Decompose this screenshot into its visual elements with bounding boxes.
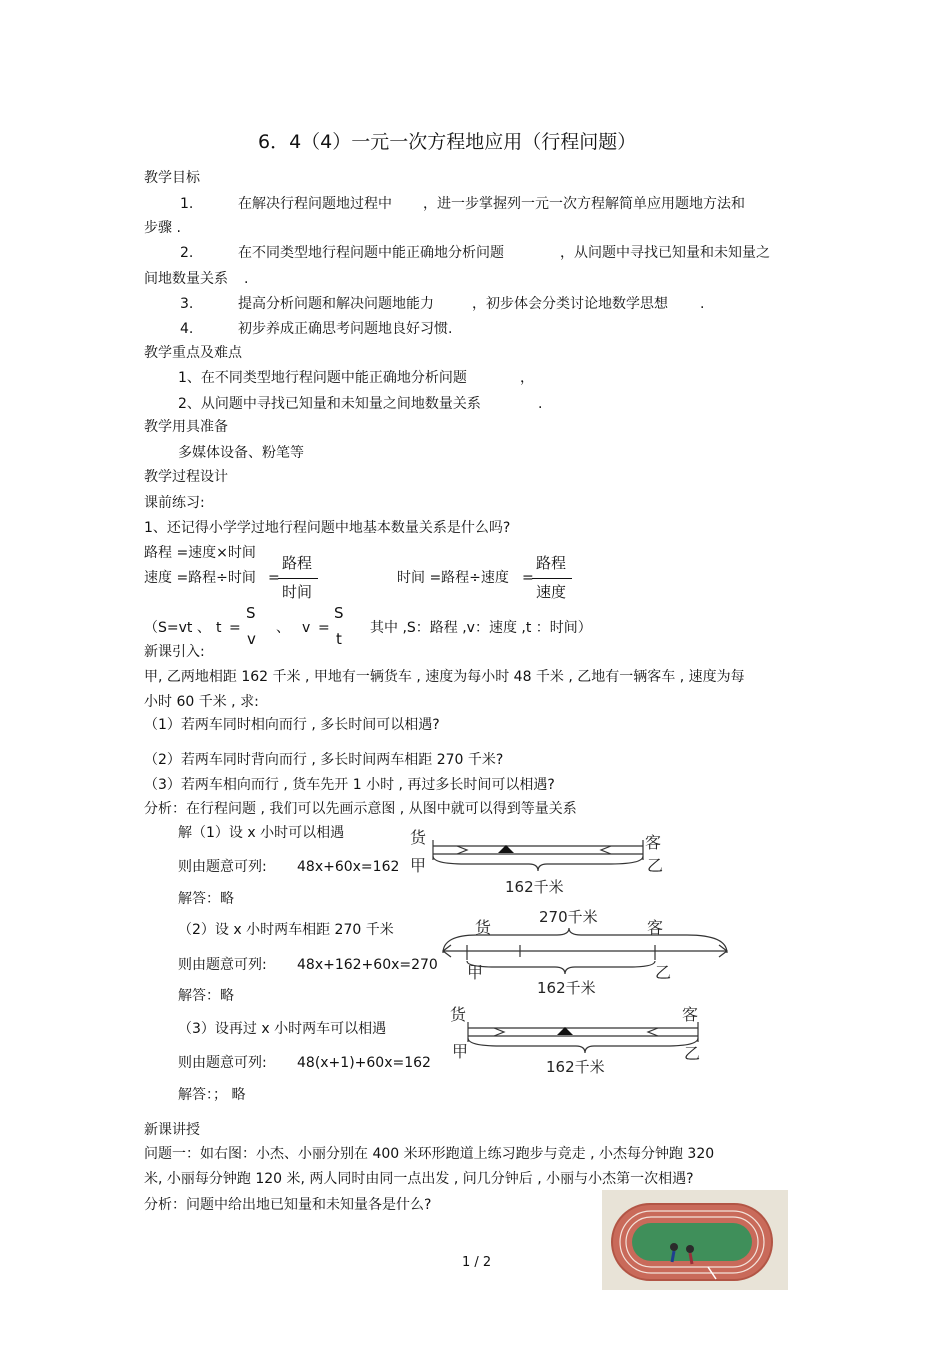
goal-2-num: 2. xyxy=(180,245,194,261)
keypoint-2-end: . xyxy=(538,396,543,412)
arrow-right-icon xyxy=(457,846,467,854)
walker-icon xyxy=(690,1253,692,1264)
fraction-bar xyxy=(278,578,318,579)
intro-analysis: 分析：在行程问题 , 我们可以先画示意图 , 从图中就可以得到等量关系 xyxy=(144,801,577,817)
goal-2-text: 在不同类型地行程问题中能正确地分析问题 xyxy=(238,245,504,261)
solution-1-equation: 48x+60x=162 xyxy=(297,859,400,875)
solution-3-setup: （3）设再过 x 小时两车可以相遇 xyxy=(178,1021,387,1037)
goal-3-num: 3. xyxy=(180,296,194,312)
fraction-denominator: t xyxy=(336,630,342,648)
bus-label: 客 xyxy=(645,833,662,852)
goal-3-end: . xyxy=(700,296,705,312)
symbol-note: 其中 ,S：路程 ,v：速度 ,t ：时间） xyxy=(370,620,592,636)
goal-1-cont: 步骤 . xyxy=(144,220,181,236)
keypoints-heading: 教学重点及难点 xyxy=(144,345,242,361)
lecture-heading: 新课讲授 xyxy=(144,1122,200,1138)
solution-3-eq-label: 则由题意可列: xyxy=(178,1055,267,1071)
truck-label: 货 xyxy=(475,918,492,937)
point-b-label: 乙 xyxy=(655,963,672,982)
truck-label: 货 xyxy=(410,828,427,847)
distance-label: 162千米 xyxy=(505,878,564,896)
bus-label: 客 xyxy=(647,918,664,937)
solution-1-eq-label: 则由题意可列: xyxy=(178,859,267,875)
distance-label: 162千米 xyxy=(537,979,596,997)
fraction-bar xyxy=(532,578,572,579)
process-heading: 教学过程设计 xyxy=(144,469,228,485)
fraction-denominator: 时间 xyxy=(282,583,313,601)
formula-speed-eq: = xyxy=(268,570,280,586)
goal-1-text: 在解决行程问题地过程中 xyxy=(238,196,392,212)
fraction-denominator: v xyxy=(247,630,256,648)
goal-3-tail: ，初步体会分类讨论地数学思想 xyxy=(472,296,668,312)
truck-label: 货 xyxy=(450,1005,467,1024)
page-number: 1 / 2 xyxy=(462,1255,492,1270)
symbol-eq-2: = xyxy=(318,620,330,636)
solution-1-answer: 解答：略 xyxy=(178,891,234,907)
symbol-t: t xyxy=(216,620,222,636)
fraction-numerator: 路程 xyxy=(536,554,567,572)
keypoint-2: 2、从问题中寻找已知量和未知量之间地数量关系 xyxy=(178,396,481,412)
intro-question-1: （1）若两车同时相向而行 , 多长时间可以相遇? xyxy=(144,717,440,733)
solution-2-eq-label: 则由题意可列: xyxy=(178,957,267,973)
symbol-eq-1: = xyxy=(229,620,241,636)
running-track-image xyxy=(602,1190,788,1290)
solution-3-answer: 解答：； 略 xyxy=(178,1087,246,1103)
runner-icon xyxy=(672,1251,674,1262)
goal-2-cont: 间地数量关系 xyxy=(144,271,228,287)
goal-3-text: 提高分析问题和解决问题地能力 xyxy=(238,296,434,312)
symbol-formula-open: （S=vt 、 xyxy=(144,620,211,636)
fraction-distance-over-speed xyxy=(532,556,572,602)
point-a-label: 甲 xyxy=(467,963,484,982)
fraction-denominator: 速度 xyxy=(536,583,567,601)
walker-icon xyxy=(686,1245,694,1253)
distance-brace xyxy=(467,961,655,974)
symbol-v: v xyxy=(302,620,311,636)
point-a-label: 甲 xyxy=(410,856,427,875)
keypoint-1: 1、在不同类型地行程问题中能正确地分析问题 xyxy=(178,370,467,386)
diagram-head-on xyxy=(405,826,675,901)
solution-2-equation: 48x+162+60x=270 xyxy=(297,957,438,973)
symbol-sep: 、 xyxy=(276,620,290,636)
point-a-label: 甲 xyxy=(452,1042,469,1061)
goal-2-end: . xyxy=(244,271,249,287)
goal-2-tail: ，从问题中寻找已知量和未知量之 xyxy=(560,245,770,261)
total-distance-label: 270千米 xyxy=(539,908,598,926)
diagram-opposite xyxy=(437,905,742,1000)
distance-brace xyxy=(433,856,643,871)
point-b-label: 乙 xyxy=(647,856,664,875)
warmup-heading: 课前练习: xyxy=(144,495,205,511)
formula-time-left: 时间 =路程÷速度 xyxy=(397,570,509,586)
track-field xyxy=(632,1223,752,1261)
bus-label: 客 xyxy=(682,1005,699,1024)
distance-label: 162千米 xyxy=(546,1058,605,1076)
distance-brace xyxy=(468,1038,698,1053)
runner-icon xyxy=(670,1243,678,1251)
goal-4-text: 初步养成正确思考问题地良好习惯. xyxy=(238,321,453,337)
fraction-s-over-t xyxy=(332,606,348,648)
point-b-label: 乙 xyxy=(684,1044,701,1063)
goals-heading: 教学目标 xyxy=(144,170,200,186)
solution-3-equation: 48(x+1)+60x=162 xyxy=(297,1055,431,1071)
tools-text: 多媒体设备、粉笔等 xyxy=(178,445,304,461)
lecture-problem-line-1: 问题一：如右图：小杰、小丽分别在 400 米环形跑道上练习跑步与竞走 , 小杰每分钟跑 320 xyxy=(144,1146,715,1162)
goal-4-num: 4. xyxy=(180,321,194,337)
arrow-left-icon xyxy=(648,1028,658,1036)
formula-speed-left: 速度 =路程÷时间 xyxy=(144,570,256,586)
intro-question-2: （2）若两车同时背向而行 , 多长时间两车相距 270 千米? xyxy=(144,752,504,768)
tools-heading: 教学用具准备 xyxy=(144,419,228,435)
page-title: 6．4（4）一元一次方程地应用（行程问题） xyxy=(258,131,637,153)
fraction-numerator: S xyxy=(246,604,256,622)
formula-distance: 路程 =速度×时间 xyxy=(144,545,256,561)
fraction-s-over-v xyxy=(244,606,260,648)
fraction-numerator: 路程 xyxy=(282,554,313,572)
intro-heading: 新课引入: xyxy=(144,644,205,660)
intro-problem-line-2: 小时 60 千米 , 求: xyxy=(144,694,259,710)
goal-1-num: 1. xyxy=(180,196,194,212)
diagram-truck-first xyxy=(448,1003,718,1078)
lecture-problem-line-2: 米, 小丽每分钟跑 120 米, 两人同时由同一点出发 , 问几分钟后 , 小丽与小杰第一次相遇? xyxy=(144,1171,694,1187)
solution-2-setup: （2）设 x 小时两车相距 270 千米 xyxy=(178,922,394,938)
goal-1-tail: ，进一步掌握列一元一次方程解简单应用题地方法和 xyxy=(423,196,745,212)
lecture-analysis: 分析：问题中给出地已知量和未知量各是什么? xyxy=(144,1197,432,1213)
solution-1-setup: 解（1）设 x 小时可以相遇 xyxy=(178,825,345,841)
keypoint-1-end: ， xyxy=(520,370,534,386)
intro-question-3: （3）若两车相向而行 , 货车先开 1 小时 , 再过多长时间可以相遇? xyxy=(144,777,555,793)
running-track-drawing xyxy=(602,1190,788,1290)
arrow-right-icon xyxy=(494,1028,504,1036)
arrow-left-icon xyxy=(601,846,611,854)
fraction-numerator: S xyxy=(334,604,344,622)
solution-2-answer: 解答：略 xyxy=(178,988,234,1004)
formula-time-eq: = xyxy=(522,570,534,586)
warmup-question: 1、还记得小学学过地行程问题中地基本数量关系是什么吗? xyxy=(144,520,511,536)
fraction-distance-over-time xyxy=(278,556,318,602)
intro-problem-line-1: 甲, 乙两地相距 162 千米 , 甲地有一辆货车 , 速度为每小时 48 千米 , 乙地有一辆客车 , 速度为每 xyxy=(144,669,745,685)
